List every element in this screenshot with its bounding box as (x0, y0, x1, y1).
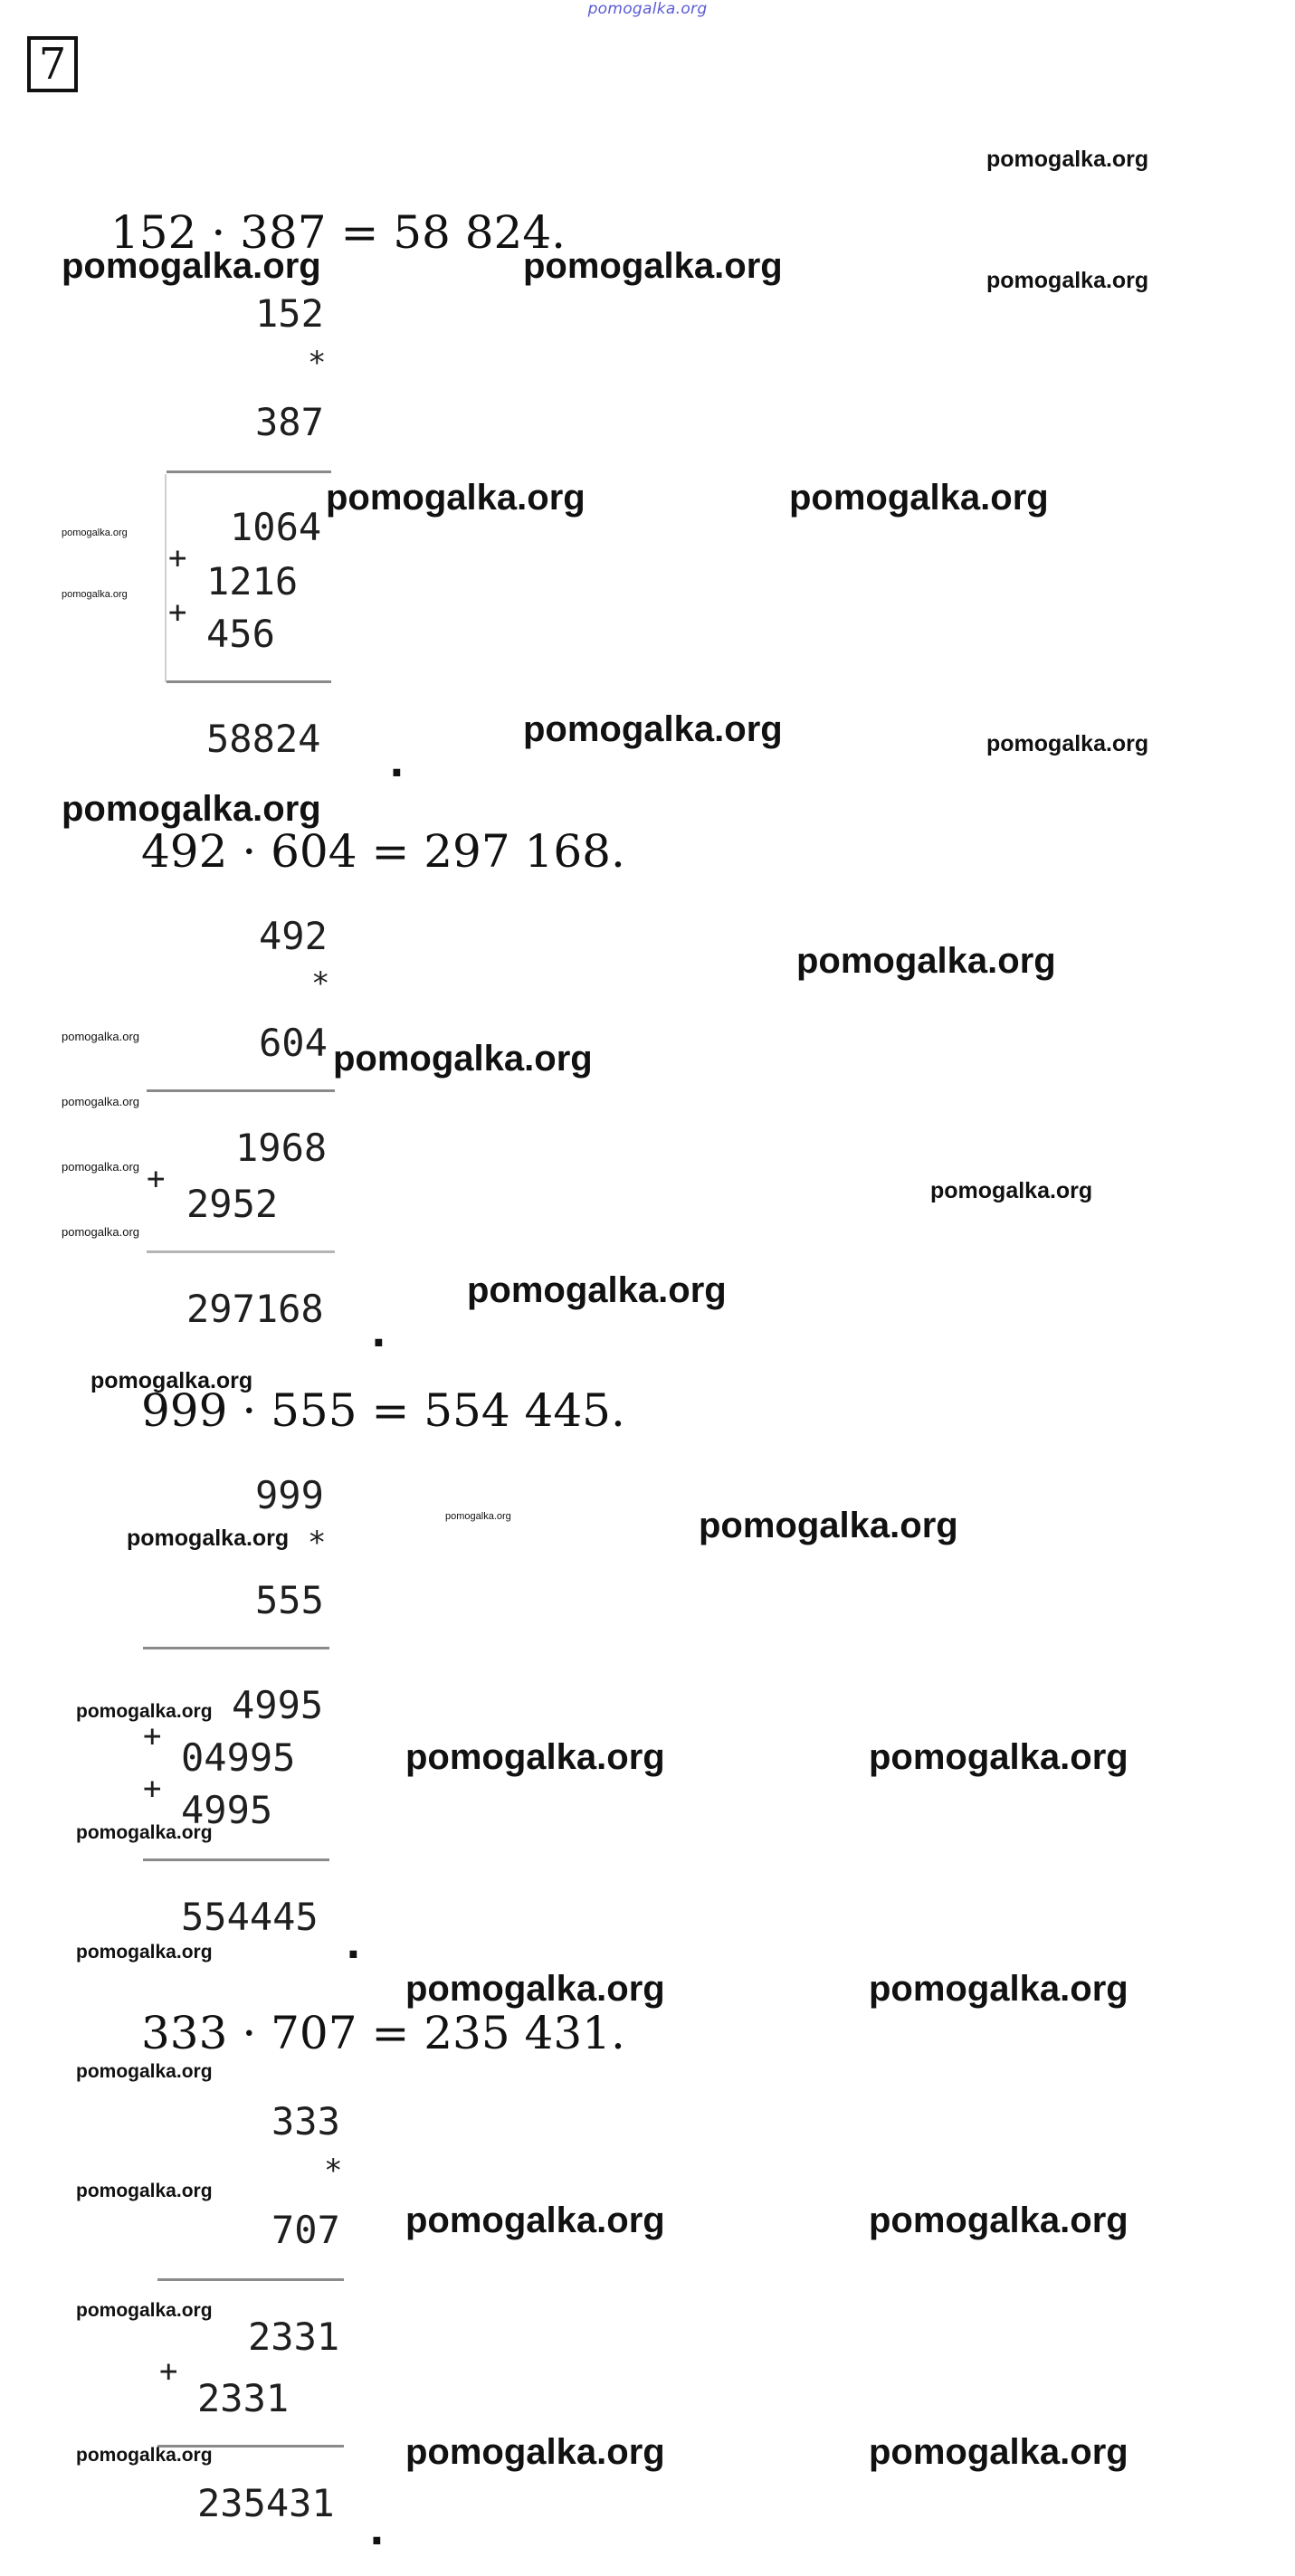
result-2: 297168 (186, 1287, 324, 1331)
partial-1-3: 456 (206, 612, 275, 656)
watermark: pomogalka.org (127, 1526, 290, 1551)
rule-3b (143, 1858, 329, 1861)
equation-2: 492 · 604 = 297 168. (141, 825, 625, 878)
plus-sign-4: + (159, 2353, 178, 2390)
partial-2-2: 2952 (186, 1182, 279, 1226)
watermark: pomogalka.org (333, 1039, 593, 1079)
partial-2-1: 1968 (235, 1126, 328, 1170)
times-sign-2: * (311, 965, 330, 1002)
margin-line-1 (165, 474, 167, 682)
rule-4a (157, 2278, 344, 2281)
rule-2b (147, 1250, 335, 1253)
watermark: pomogalka.org (523, 709, 783, 749)
task-number-badge: 7 (27, 36, 78, 92)
plus-sign-3b: + (143, 1771, 162, 1807)
watermark: pomogalka.org (76, 1701, 213, 1722)
partial-3-2: 04995 (181, 1735, 296, 1780)
watermark: pomogalka.org (405, 2201, 665, 2240)
watermark: pomogalka.org (986, 268, 1149, 293)
watermark: pomogalka.org (76, 2181, 213, 2201)
partial-1-1: 1064 (230, 505, 322, 549)
watermark: pomogalka.org (796, 941, 1056, 981)
watermark: pomogalka.org (986, 147, 1149, 172)
watermark: pomogalka.org (62, 1095, 139, 1108)
equation-1: 152 · 387 = 58 824. (110, 206, 567, 259)
plus-sign-3a: + (143, 1718, 162, 1754)
watermark: pomogalka.org (76, 1942, 213, 1963)
watermark: pomogalka.org (869, 2201, 1128, 2240)
watermark: pomogalka.org (76, 2445, 213, 2466)
watermark: pomogalka.org (62, 528, 128, 538)
plus-sign-1a: + (168, 540, 187, 576)
multiplier-2: 604 (259, 1021, 328, 1065)
result-3: 554445 (181, 1895, 319, 1939)
watermark: pomogalka.org (869, 1969, 1128, 2009)
watermark: pomogalka.org (62, 1225, 139, 1239)
period-4: . (369, 2508, 385, 2554)
multiplicand-2: 492 (259, 914, 328, 958)
partial-4-1: 2331 (248, 2315, 340, 2359)
times-sign-1: * (308, 345, 327, 381)
plus-sign-2: + (147, 1161, 166, 1197)
watermark: pomogalka.org (62, 589, 128, 600)
watermark: pomogalka.org (76, 1822, 213, 1843)
watermark: pomogalka.org (445, 1511, 511, 1522)
times-sign-3: * (308, 1525, 327, 1561)
watermark: pomogalka.org (326, 478, 586, 518)
watermark: pomogalka.org (869, 1737, 1128, 1777)
period-3: . (346, 1922, 361, 1968)
rule-1b (167, 680, 331, 683)
watermark: pomogalka.org (467, 1270, 727, 1310)
equation-4: 333 · 707 = 235 431. (141, 2007, 625, 2059)
watermark: pomogalka.org (62, 789, 321, 829)
watermark: pomogalka.org (699, 1506, 958, 1545)
multiplicand-4: 333 (271, 2099, 340, 2143)
rule-1a (167, 471, 331, 473)
rule-3a (143, 1647, 329, 1649)
result-4: 235431 (197, 2481, 335, 2525)
multiplier-3: 555 (255, 1578, 324, 1622)
watermark: pomogalka.org (789, 478, 1049, 518)
watermark: pomogalka.org (405, 1737, 665, 1777)
watermark: pomogalka.org (62, 246, 321, 286)
multiplier-1: 387 (255, 400, 324, 444)
plus-sign-1b: + (168, 594, 187, 631)
rule-2a (147, 1089, 335, 1092)
watermark: pomogalka.org (930, 1178, 1093, 1203)
partial-3-3: 4995 (181, 1788, 273, 1832)
times-sign-4: * (324, 2153, 343, 2189)
period-1: . (389, 740, 405, 786)
watermark: pomogalka.org (76, 2300, 213, 2321)
watermark: pomogalka.org (90, 1368, 253, 1393)
result-1: 58824 (206, 717, 321, 761)
partial-4-2: 2331 (197, 2376, 290, 2420)
partial-3-1: 4995 (232, 1683, 324, 1727)
watermark: pomogalka.org (62, 1030, 139, 1043)
multiplicand-1: 152 (255, 291, 324, 336)
multiplicand-3: 999 (255, 1473, 324, 1517)
partial-1-2: 1216 (206, 559, 299, 604)
watermark: pomogalka.org (986, 731, 1149, 756)
period-2: . (371, 1310, 386, 1356)
watermark: pomogalka.org (405, 1969, 665, 2009)
watermark: pomogalka.org (523, 246, 783, 286)
equation-3: 999 · 555 = 554 445. (141, 1384, 625, 1437)
multiplier-4: 707 (271, 2208, 340, 2252)
site-header-link[interactable]: pomogalka.org (587, 0, 708, 18)
watermark: pomogalka.org (76, 2061, 213, 2082)
watermark: pomogalka.org (405, 2432, 665, 2472)
watermark: pomogalka.org (869, 2432, 1128, 2472)
watermark: pomogalka.org (62, 1160, 139, 1174)
